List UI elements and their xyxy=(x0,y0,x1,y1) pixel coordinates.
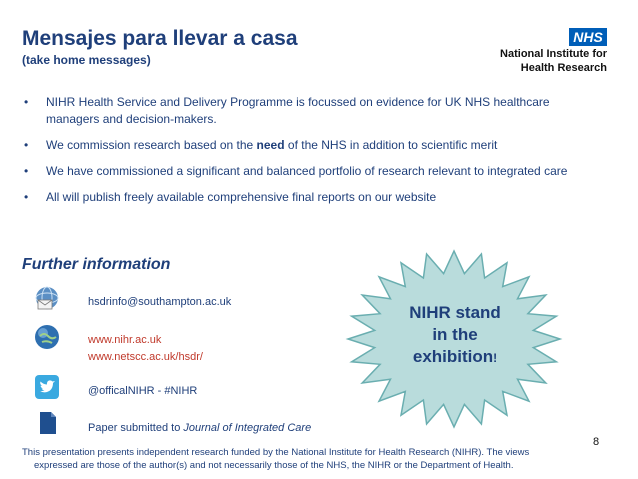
bullet-marker: • xyxy=(24,190,29,204)
bullet-text: We commission research based on the xyxy=(46,138,257,152)
bullet-marker: • xyxy=(24,95,29,109)
email-globe-icon xyxy=(34,285,60,311)
hsdr-website-link[interactable]: www.netscc.ac.uk/hsdr/ xyxy=(88,351,203,363)
paper-prefix: Paper submitted to xyxy=(88,422,184,434)
document-icon xyxy=(34,410,60,436)
nhs-badge: NHS xyxy=(569,28,607,46)
paper-note xyxy=(88,422,311,434)
callout-text xyxy=(385,302,525,369)
bullet-text: NIHR Health Service and Delivery Programme is focussed on evidence for UK NHS healthcare managers and decision-makers. xyxy=(46,95,550,126)
twitter-bird-icon xyxy=(34,374,60,400)
bullet-item xyxy=(22,137,602,154)
twitter-handle: @officalNIHR - #NIHR xyxy=(88,385,198,397)
nihr-website-link[interactable]: www.nihr.ac.uk xyxy=(88,334,162,346)
bullet-marker: • xyxy=(24,138,29,152)
slide-title: Mensajes para llevar a casa xyxy=(22,27,298,50)
key-messages-list xyxy=(22,94,602,206)
bullet-text: All will publish freely available comprehensive final reports on our website xyxy=(46,190,437,204)
journal-name: Journal of Integrated Care xyxy=(183,422,312,434)
globe-icon xyxy=(34,324,60,350)
bullet-emphasis: need xyxy=(256,138,285,152)
bullet-item xyxy=(22,94,602,128)
email-link[interactable]: hsdrinfo@southampton.ac.uk xyxy=(88,296,232,308)
bullet-text: We have commissioned a significant and balanced portfolio of research relevant to integrated care xyxy=(46,164,568,178)
disclaimer-line-1: This presentation presents independent research funded by the National Institute for Health Research (NIHR). The views xyxy=(22,447,530,458)
callout-line-1: NIHR stand xyxy=(409,303,501,322)
callout-line-3 xyxy=(385,346,525,369)
page-number: 8 xyxy=(593,436,600,448)
bullet-text: of the NHS in addition to scientific merit xyxy=(284,138,498,152)
disclaimer-line-2: expressed are those of the author(s) and not necessarily those of the NHS, the NIHR or the Department of Health. xyxy=(34,460,514,471)
callout-word: exhibition xyxy=(412,347,494,366)
bullet-item xyxy=(22,163,602,180)
callout-line-2: in the xyxy=(432,325,478,344)
logo-line-1: National Institute for xyxy=(500,48,607,60)
further-info-heading: Further information xyxy=(22,256,171,273)
nihr-logo xyxy=(495,28,607,76)
bullet-item xyxy=(22,189,602,206)
bullet-marker: • xyxy=(24,164,29,178)
slide-subtitle: (take home messages) xyxy=(22,53,151,67)
logo-line-2: Health Research xyxy=(520,62,607,74)
callout-exclamation: ! xyxy=(493,351,498,365)
funding-disclaimer xyxy=(22,446,597,472)
